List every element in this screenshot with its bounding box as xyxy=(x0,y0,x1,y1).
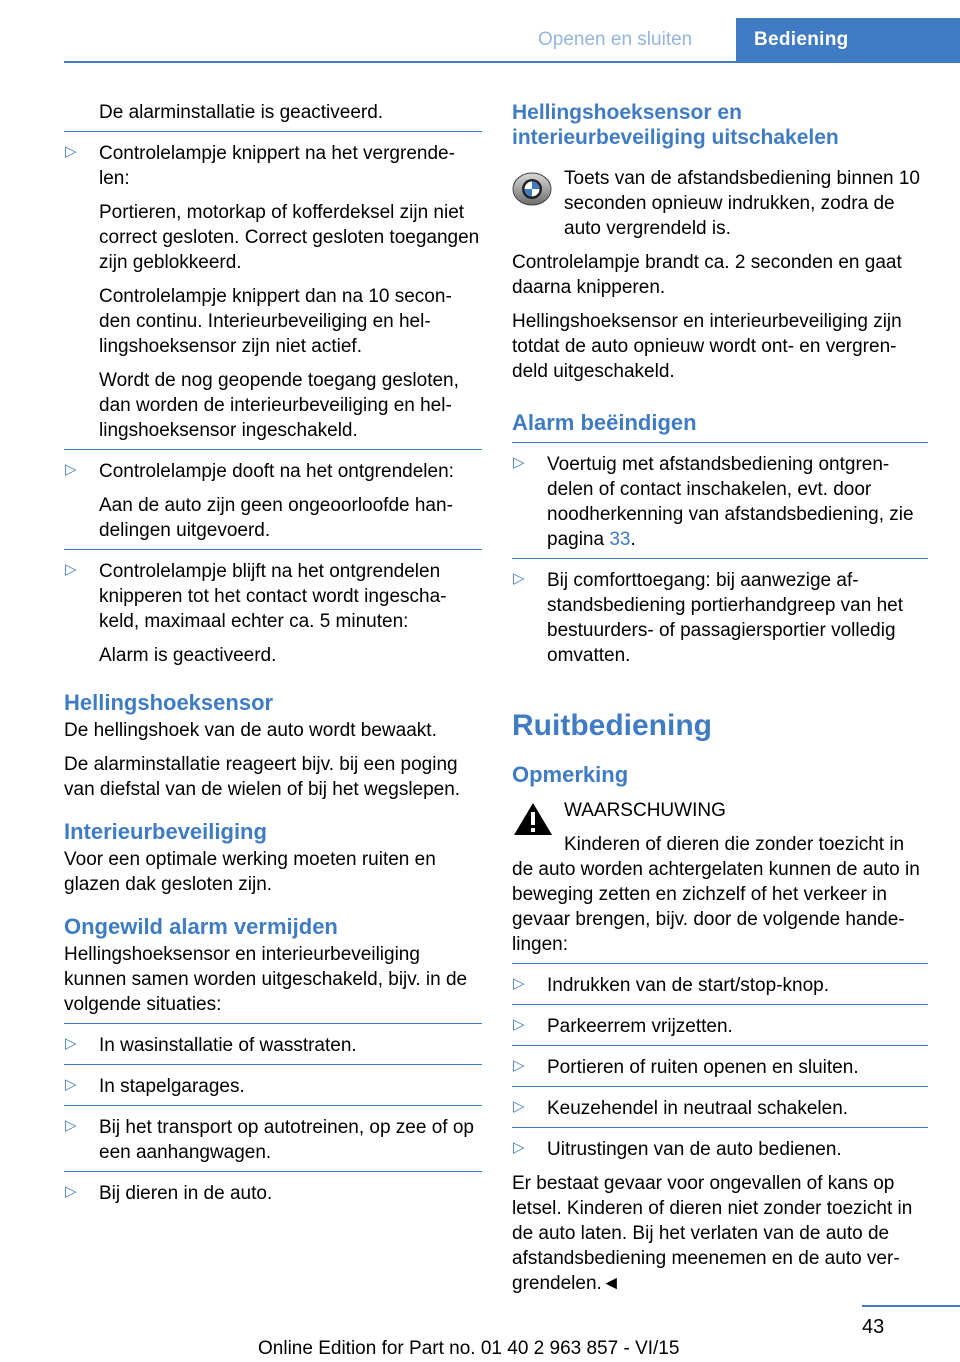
list-item-detail: Portieren, motorkap of kofferdeksel zijn niet correct gesloten. Correct gesloten toegangen zijn geblokkeerd. xyxy=(99,202,480,273)
header-section-tab xyxy=(538,29,692,51)
heading-interior-protection: Interieurbeveiliging xyxy=(64,819,267,844)
bullet-triangle-icon: ▷ xyxy=(65,561,77,578)
list-item-detail: Alarm is geactiveerd. xyxy=(99,645,277,666)
bullet-triangle-icon: ▷ xyxy=(513,1016,525,1033)
alarm-active-text: De alarminstallatie is geactiveerd. xyxy=(99,102,384,123)
list-item-text: Parkeerrem vrijzetten. xyxy=(547,1016,733,1037)
divider xyxy=(512,1086,928,1087)
bullet-triangle-icon: ▷ xyxy=(65,143,77,160)
list-item-text: Keuzehendel in neutraal schakelen. xyxy=(547,1098,849,1119)
header-section-label: Openen en sluiten xyxy=(538,29,693,50)
heading-end-alarm: Alarm beëindigen xyxy=(512,410,697,435)
divider xyxy=(512,963,928,964)
list-item xyxy=(512,1055,928,1080)
list-item-text: Indrukken van de start/stop-knop. xyxy=(547,975,829,996)
list-item xyxy=(64,1181,482,1206)
header-rule xyxy=(64,61,960,63)
list-item-text: Bij het transport op autotreinen, op zee of op een aanhangwagen. xyxy=(99,1117,474,1163)
tilt-text: De alarminstallatie reageert bijv. bij een poging van diefstal van de wielen of bij het wegslepen. xyxy=(64,754,461,800)
list-item-text: Bij dieren in de auto. xyxy=(99,1183,273,1204)
bullet-triangle-icon: ▷ xyxy=(513,454,525,471)
bullet-triangle-icon: ▷ xyxy=(65,1035,77,1052)
list-item xyxy=(64,141,482,443)
divider xyxy=(64,1023,482,1024)
heading-note: Opmerking xyxy=(512,762,629,787)
heading-window-operation: Ruitbediening xyxy=(512,709,712,742)
deactivate-text: Controlelampje brandt ca. 2 seconden en gaat daarna knipperen. xyxy=(512,252,902,298)
bullet-triangle-icon: ▷ xyxy=(513,1057,525,1074)
bullet-triangle-icon: ▷ xyxy=(65,461,77,478)
divider xyxy=(64,1105,482,1106)
bullet-triangle-icon: ▷ xyxy=(513,1098,525,1115)
list-item-text: In stapelgarages. xyxy=(99,1076,245,1097)
divider xyxy=(512,558,928,559)
remote-instruction xyxy=(512,166,928,241)
page-link[interactable]: 33 xyxy=(609,529,631,550)
bullet-triangle-icon: ▷ xyxy=(65,1117,77,1134)
list-item-text: Controlelampje knippert na het vergrende-len: xyxy=(99,143,455,189)
warning-text: Kinderen of dieren die zonder toezicht in de auto worden achtergelaten kunnen de auto in beweging zetten en zichzelf of het verkeer in gevaar brengen, bijv. door de volgende hande-lingen: xyxy=(512,834,920,955)
list-item xyxy=(512,1014,928,1039)
right-column xyxy=(512,100,928,1296)
avoid-text: Hellingshoeksensor en interieurbeveiliging kunnen samen worden uitgeschakeld, bijv. in de volgende situaties: xyxy=(64,944,468,1015)
divider xyxy=(512,1045,928,1046)
warning-triangle-icon xyxy=(512,800,554,843)
list-item-detail: Wordt de nog geopende toegang gesloten, dan worden de interieurbeveiliging en hel-lingshoeksensor ingeschakeld. xyxy=(99,370,459,441)
tilt-text: De hellingshoek van de auto wordt bewaakt. xyxy=(64,720,437,741)
deactivate-text: Hellingshoeksensor en interieurbeveiliging zijn totdat de auto opnieuw wordt ont- en vergren-deld uitgeschakeld. xyxy=(512,311,902,382)
list-item-detail: Aan de auto zijn geen ongeoorloofde han-delingen uitgevoerd. xyxy=(99,495,453,541)
list-item xyxy=(512,452,928,552)
list-item-text: Bij comforttoegang: bij aanwezige af-standsbediening portierhandgreep van het bestuurders- of passagiersportier volledig omvatten. xyxy=(547,570,903,666)
list-item xyxy=(512,1137,928,1162)
divider xyxy=(64,1064,482,1065)
divider xyxy=(512,1004,928,1005)
list-item-text-part: Voertuig met afstandsbediening ontgren-delen of contact inschakelen, evt. door noodherkenning van afstandsbediening, zie pagina xyxy=(547,454,914,550)
divider xyxy=(64,449,482,450)
heading-avoid-alarm: Ongewild alarm vermijden xyxy=(64,914,338,939)
footer-rule xyxy=(862,1305,960,1307)
warning-block xyxy=(512,798,928,823)
list-item-text: Controlelampje blijft na het ontgrendelen knipperen tot het contact wordt ingescha-keld, maximaal echter ca. 5 minuten: xyxy=(99,561,447,632)
list-item xyxy=(512,568,928,668)
list-item xyxy=(64,1115,482,1165)
remote-text: Toets van de afstandsbediening binnen 10 seconden opnieuw indrukken, zodra de auto vergrendeld is. xyxy=(564,168,920,239)
list-item xyxy=(64,559,482,668)
bullet-triangle-icon: ▷ xyxy=(513,570,525,587)
header-chapter-tab xyxy=(736,18,960,63)
divider xyxy=(512,1127,928,1128)
list-item xyxy=(512,973,928,998)
divider xyxy=(64,1171,482,1172)
warning-conclusion: Er bestaat gevaar voor ongevallen of kans op letsel. Kinderen of dieren niet zonder toezicht in de auto laten. Bij het verlaten van de auto de afstandsbediening meenemen en de auto ver-grendelen.◄ xyxy=(512,1173,913,1294)
divider xyxy=(512,442,928,443)
bullet-triangle-icon: ▷ xyxy=(513,1139,525,1156)
interior-text: Voor een optimale werking moeten ruiten en glazen dak gesloten zijn. xyxy=(64,849,436,895)
divider xyxy=(64,131,482,132)
bullet-triangle-icon: ▷ xyxy=(65,1076,77,1093)
list-item-text: Uitrustingen van de auto bedienen. xyxy=(547,1139,842,1160)
divider xyxy=(64,549,482,550)
heading-deactivate: Hellingshoeksensor en interieurbeveiliging uitschakelen xyxy=(512,101,839,149)
heading-tilt-sensor: Hellingshoeksensor xyxy=(64,690,274,715)
bullet-triangle-icon: ▷ xyxy=(513,975,525,992)
warning-title: WAARSCHUWING xyxy=(564,800,726,821)
header-chapter-label: Bediening xyxy=(754,29,849,50)
list-item-text: Portieren of ruiten openen en sluiten. xyxy=(547,1057,859,1078)
list-item-text: Controlelampje dooft na het ontgrendelen: xyxy=(99,461,454,482)
list-item-detail: Controlelampje knippert dan na 10 secon-den continu. Interieurbeveiliging en hel-lingshoeksensor zijn niet actief. xyxy=(99,286,452,357)
left-column xyxy=(64,100,482,1206)
list-item-text: Voertuig met afstandsbediening ontgren-delen of contact inschakelen, evt. door noodherkenning van afstandsbediening, zie pagina 33. xyxy=(547,454,914,550)
page-number: 43 xyxy=(862,1316,885,1338)
list-item xyxy=(512,1096,928,1121)
edition-text: Online Edition for Part no. 01 40 2 963 857 - VI/15 xyxy=(258,1338,680,1359)
bmw-key-icon xyxy=(512,168,552,213)
list-item-text: In wasinstallatie of wasstraten. xyxy=(99,1035,357,1056)
list-item xyxy=(64,1074,482,1099)
bullet-triangle-icon: ▷ xyxy=(65,1183,77,1200)
list-item xyxy=(64,459,482,543)
list-item xyxy=(64,1033,482,1058)
